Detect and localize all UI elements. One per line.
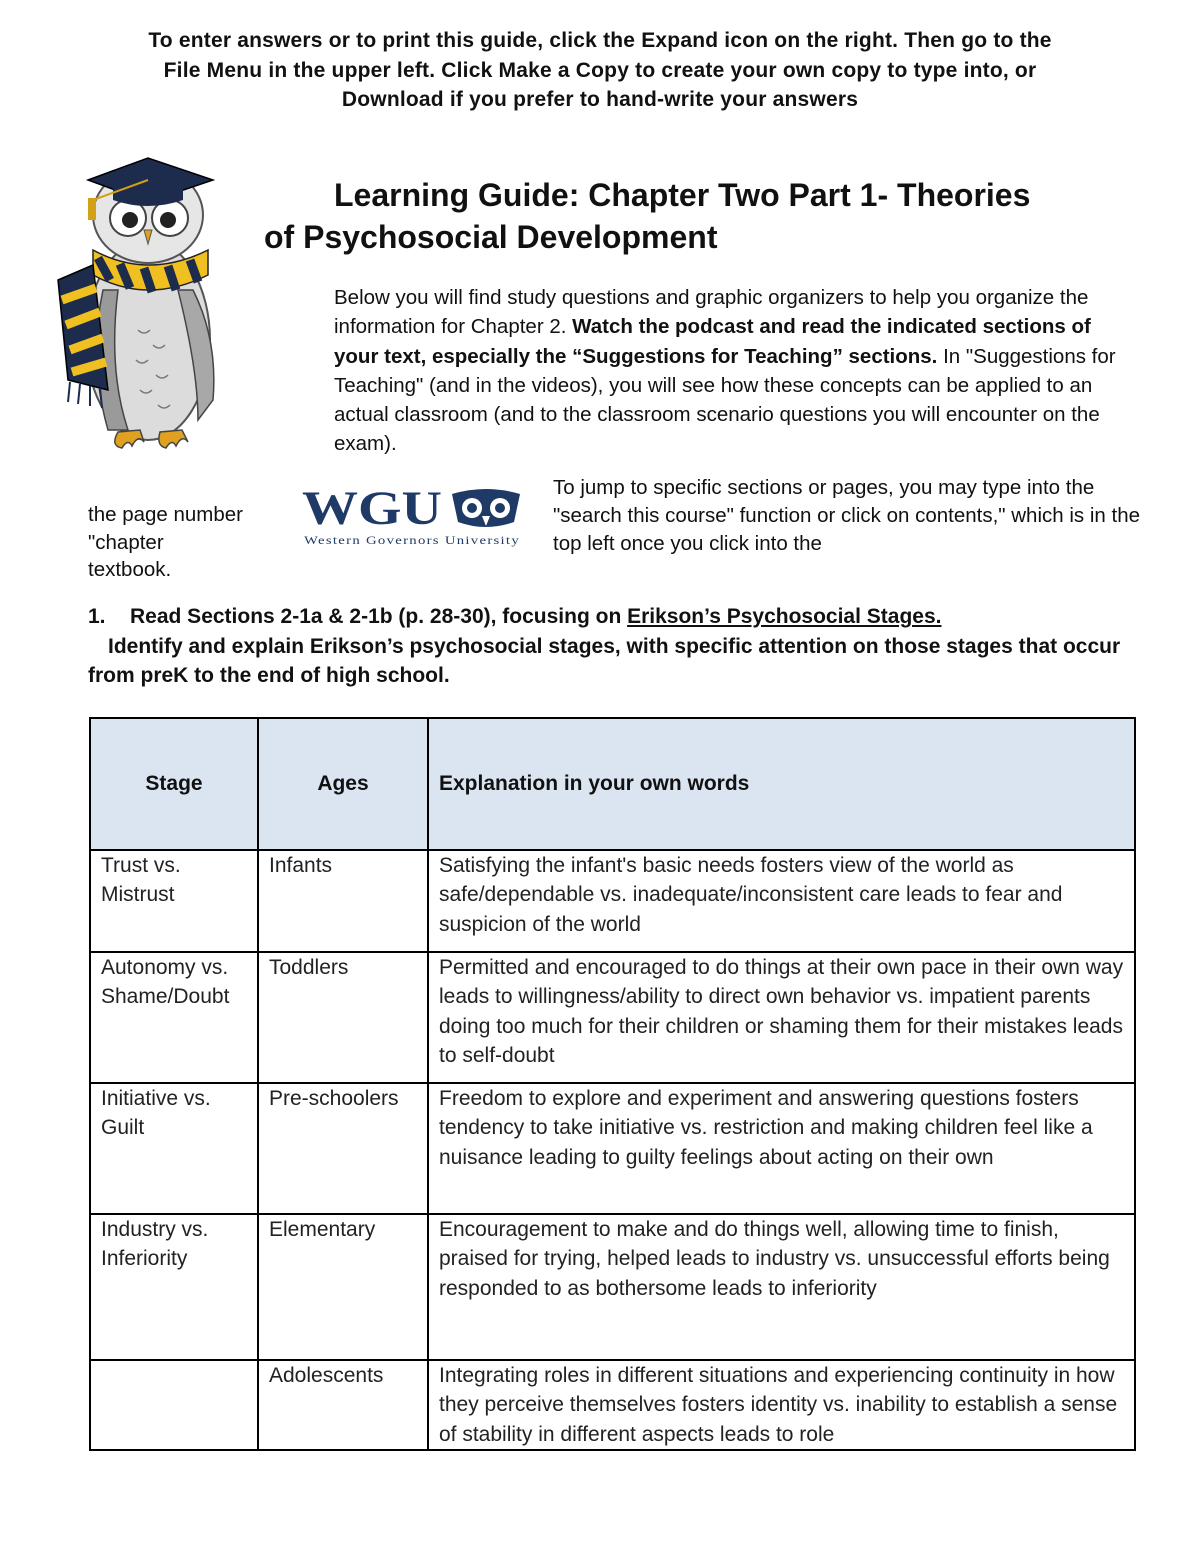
table-row: [90, 850, 1135, 952]
stage-cell[interactable]: [90, 1360, 258, 1450]
logo-wordmark: WGU: [302, 484, 442, 535]
stage-cell[interactable]: Initiative vs. Guilt: [90, 1083, 258, 1214]
left-fragment-line-2: "chapter: [88, 530, 164, 554]
logo-subtitle: Western Governors University: [304, 535, 520, 547]
table-row: [90, 1214, 1135, 1360]
instructions-line-3: Download if you prefer to hand-write your answers: [341, 88, 859, 111]
intro-bold-text: Watch the podcast and read the indicated sections of your text, especially the “Suggestions for Teaching” sections.: [334, 315, 1091, 368]
explanation-cell[interactable]: Satisfying the infant's basic needs fosters view of the world as safe/dependable vs. inadequate/inconsistent care leads to fear and suspicion of the world: [428, 850, 1135, 952]
table-row: [90, 1083, 1135, 1214]
stage-cell[interactable]: Trust vs. Mistrust: [90, 850, 258, 952]
left-fragment-line-1: the page number: [88, 503, 244, 526]
owl-face-icon: [452, 489, 520, 527]
question-1-lead: Read Sections 2-1a & 2-1b (p. 28-30), focusing on: [130, 605, 628, 628]
intro-text-2: In "Suggestions for Teaching" (and in the videos), you will see how these concepts can be applied to an actual classroom (and to the classroom scenario questions you will encounter on the exam).: [334, 344, 1116, 456]
ages-cell[interactable]: Elementary: [258, 1214, 428, 1360]
intro-paragraph: [334, 283, 1134, 459]
instructions-line-2: File Menu in the upper left. Click Make a Copy to create your own copy to type into, or: [163, 58, 1037, 82]
question-1: [88, 602, 1148, 691]
table-row: [90, 1360, 1135, 1450]
header-stage: Stage: [90, 718, 258, 850]
explanation-cell[interactable]: Freedom to explore and experiment and answering questions fosters tendency to take initiative vs. restriction and making children feel like a nuisance leading to guilty feelings about acting on their own: [428, 1083, 1135, 1214]
stage-cell[interactable]: Autonomy vs. Shame/Doubt: [90, 952, 258, 1083]
instructions: [60, 26, 1140, 115]
question-1-body: Identify and explain Erikson’s psychosocial stages, with specific attention on those stages that occur from preK to the end of high school.: [88, 634, 1121, 687]
erikson-stages-table: [89, 717, 1136, 1451]
owl-mascot-image: [48, 140, 228, 460]
table-header-row: [90, 718, 1135, 850]
page-title-line-1: Learning Guide: Chapter Two Part 1- Theories: [334, 177, 1031, 213]
stage-cell[interactable]: Industry vs. Inferiority: [90, 1214, 258, 1360]
explanation-cell[interactable]: Integrating roles in different situations and experiencing continuity in how they perceive themselves fosters identity vs. inability to establish a sense of stability in different aspects leads to role: [428, 1360, 1135, 1450]
ages-cell[interactable]: Pre-schoolers: [258, 1083, 428, 1214]
header-ages: Ages: [258, 718, 428, 850]
left-text-fragment: [88, 501, 288, 584]
intro-text-1: Below you will find study questions and graphic organizers to help you organize the information for Chapter 2.: [334, 286, 1089, 339]
instructions-line-1: To enter answers or to print this guide, click the Expand icon on the right. Then go to the: [148, 29, 1052, 52]
jump-instructions: To jump to specific sections or pages, you may type into the "search this course" function or click on contents," which is in the top left once you click into the: [553, 476, 1140, 555]
ages-cell[interactable]: Toddlers: [258, 952, 428, 1083]
wgu-logo: [302, 484, 524, 548]
table-row: [90, 952, 1135, 1083]
ages-cell[interactable]: Adolescents: [258, 1360, 428, 1450]
erikson-stages-link[interactable]: Erikson’s Psychosocial Stages.: [627, 605, 942, 628]
question-1-number: 1.: [88, 605, 106, 628]
ages-cell[interactable]: Infants: [258, 850, 428, 952]
page-title-line-2: of Psychosocial Development: [264, 219, 718, 255]
explanation-cell[interactable]: Permitted and encouraged to do things at their own pace in their own way leads to willingness/ability to direct own behavior vs. impatient parents doing too much for their children or shaming them for their mistakes leads to self-doubt: [428, 952, 1135, 1083]
left-fragment-line-3: textbook.: [88, 558, 172, 581]
explanation-cell[interactable]: Encouragement to make and do things well, allowing time to finish, praised for trying, helped leads to industry vs. unsuccessful efforts being responded to as bothersome leads to inferiority: [428, 1214, 1135, 1360]
header-explanation: Explanation in your own words: [428, 718, 1135, 850]
